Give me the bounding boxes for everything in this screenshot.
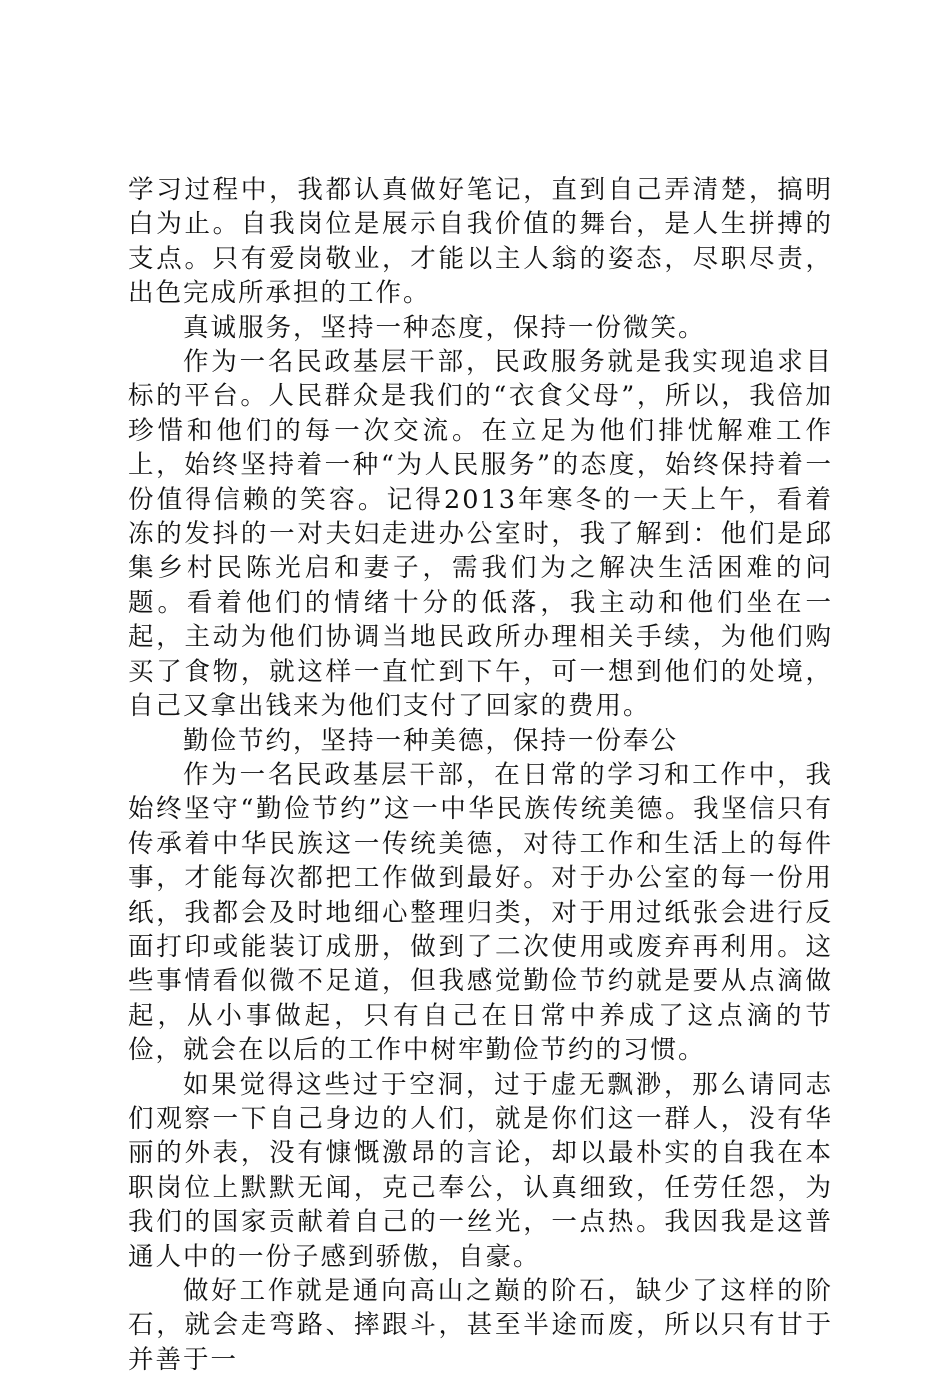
- paragraph-conclusion: 做好工作就是通向高山之巅的阶石，缺少了这样的阶石，就会走弯路、摔跟斗，甚至半途而废，所以只有甘于并善于一: [128, 1276, 833, 1375]
- paragraph-continuation: 学习过程中，我都认真做好笔记，直到自己弄清楚，搞明白为止。自我岗位是展示自我价值的舞台，是人生拼搏的支点。只有爱岗敬业，才能以主人翁的姿态，尽职尽责，出色完成所承担的工作。: [128, 175, 833, 309]
- paragraph-service: 作为一名民政基层干部，民政服务就是我实现追求目标的平台。人民群众是我们的“衣食父母”，所以，我倍加珍惜和他们的每一次交流。在立足为他们排忧解难工作上，始终坚持着一种“为人民服务”的态度，始终保持着一份值得信赖的笑容。记得2013年寒冬的一天上午，看着冻的发抖的一对夫妇走进办公室时，我了解到：他们是邱集乡村民陈光启和妻子，需我们为之解决生活困难的问题。看着他们的情绪十分的低落，我主动和他们坐在一起，主动为他们协调当地民政所办理相关手续，为他们购买了食物，就这样一直忙到下午，可一想到他们的处境，自己又拿出钱来为他们支付了回家的费用。: [128, 347, 833, 722]
- paragraph-thrift: 作为一名民政基层干部，在日常的学习和工作中，我始终坚守“勤俭节约”这一中华民族传统美德。我坚信只有传承着中华民族这一传统美德，对待工作和生活上的每件事，才能每次都把工作做到最好。对于办公室的每一份用纸，我都会及时地细心整理归类，对于用过纸张会进行反面打印或能装订成册，做到了二次使用或废弃再利用。这些事情看似微不足道，但我感觉勤俭节约就是要从点滴做起，从小事做起，只有自己在日常中养成了这点滴的节俭，就会在以后的工作中树牢勤俭节约的习惯。: [128, 759, 833, 1066]
- paragraph-ordinary-people: 如果觉得这些过于空洞，过于虚无飘渺，那么请同志们观察一下自己身边的人们，就是你们这一群人，没有华丽的外表，没有慷慨激昂的言论，却以最朴实的自我在本职岗位上默默无闻，克己奉公，认真细致，任劳任怨，为我们的国家贡献着自己的一丝光，一点热。我因我是这普通人中的一份子感到骄傲，自豪。: [128, 1069, 833, 1272]
- document-body: [128, 173, 833, 1377]
- section-heading-thrift: 勤俭节约，坚持一种美德，保持一份奉公: [183, 725, 679, 756]
- section-heading-sincere-service: 真诚服务，坚持一种态度，保持一份微笑。: [183, 312, 706, 343]
